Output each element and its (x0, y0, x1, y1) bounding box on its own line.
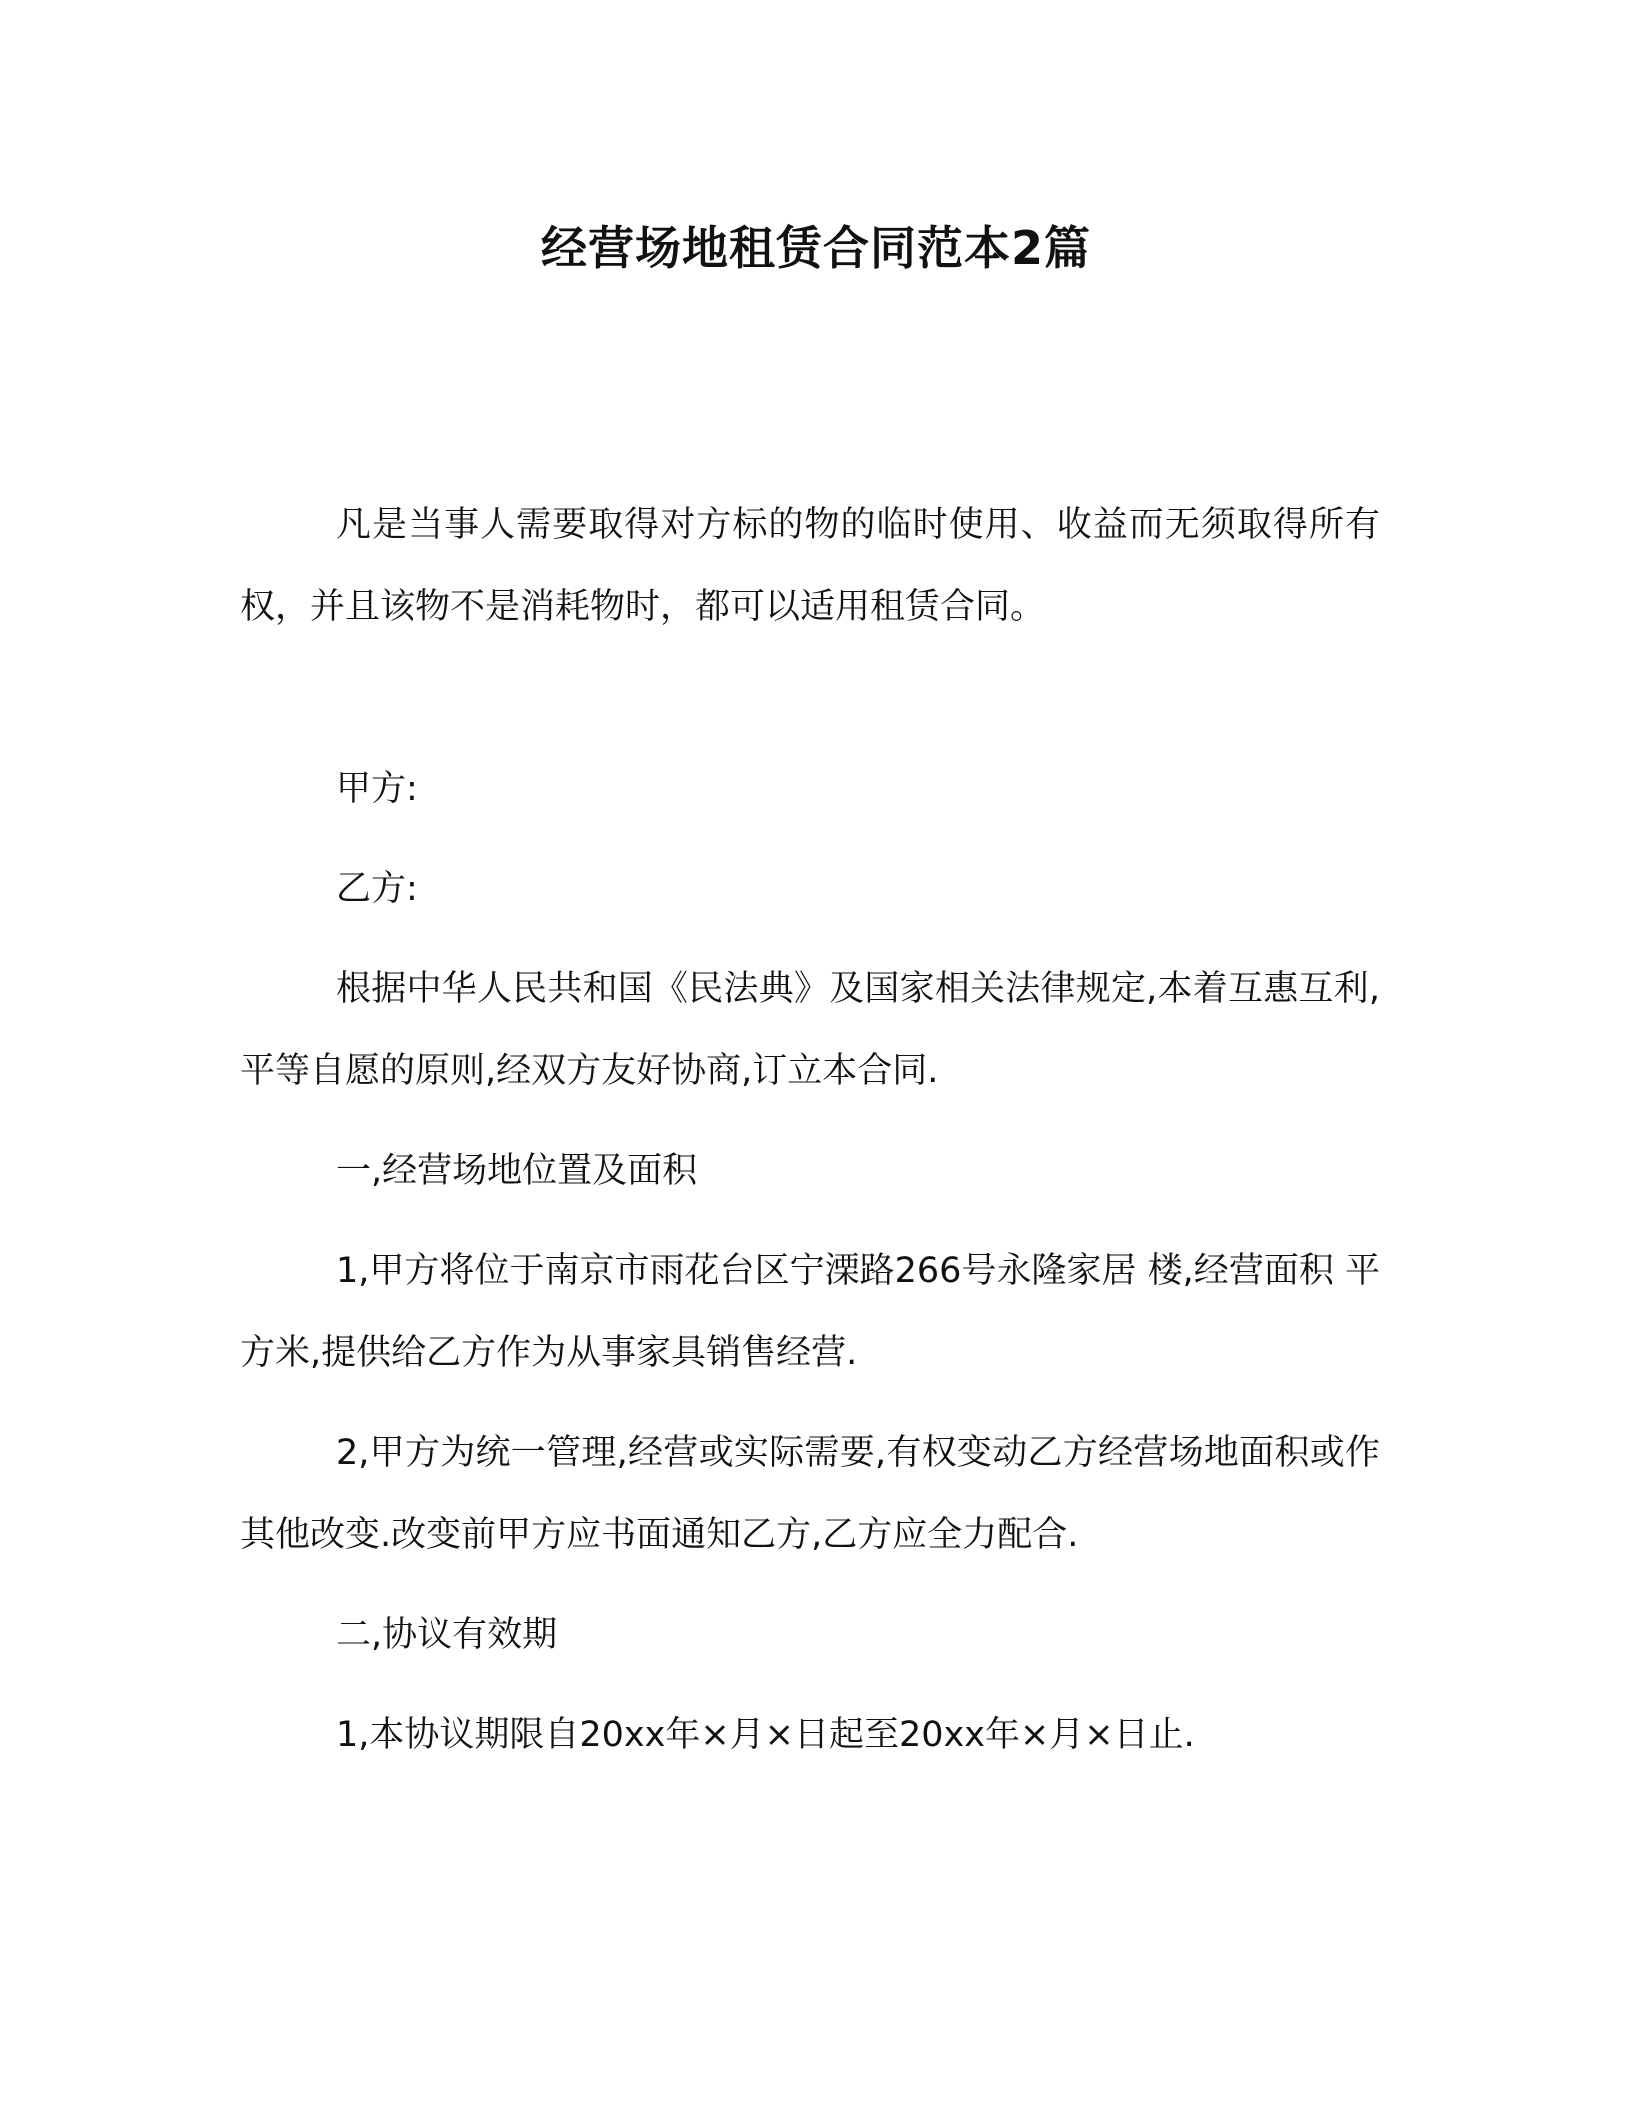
clause-2-1: 1,本协议期限自20xx年×月×日起至20xx年×月×日止. (336, 1715, 1195, 1755)
document-title: 经营场地租赁合同范本2篇 (540, 221, 1091, 275)
preamble-paragraph: 根据中华人民共和国《民法典》及国家相关法律规定,本着互惠互利,平等自愿的原则,经双方友好协商,订立本合同. (240, 969, 1380, 1091)
intro-paragraph: 凡是当事人需要取得对方标的物的临时使用、收益而无须取得所有权，并且该物不是消耗物时，都可以适用租赁合同。 (240, 505, 1380, 627)
clause-1-1: 1,甲方将位于南京市雨花台区宁溧路266号永隆家居 楼,经营面积 平方米,提供给乙方作为从事家具销售经营. (240, 1251, 1380, 1373)
party-b-label: 乙方: (336, 869, 418, 909)
party-a-label: 甲方: (336, 769, 418, 809)
section-heading-1: 一,经营场地位置及面积 (336, 1151, 698, 1191)
section-heading-2: 二,协议有效期 (336, 1615, 558, 1655)
clause-1-2: 2,甲方为统一管理,经营或实际需要,有权变动乙方经营场地面积或作其他改变.改变前甲方应书面通知乙方,乙方应全力配合. (240, 1433, 1380, 1555)
document-body (240, 484, 1380, 1794)
